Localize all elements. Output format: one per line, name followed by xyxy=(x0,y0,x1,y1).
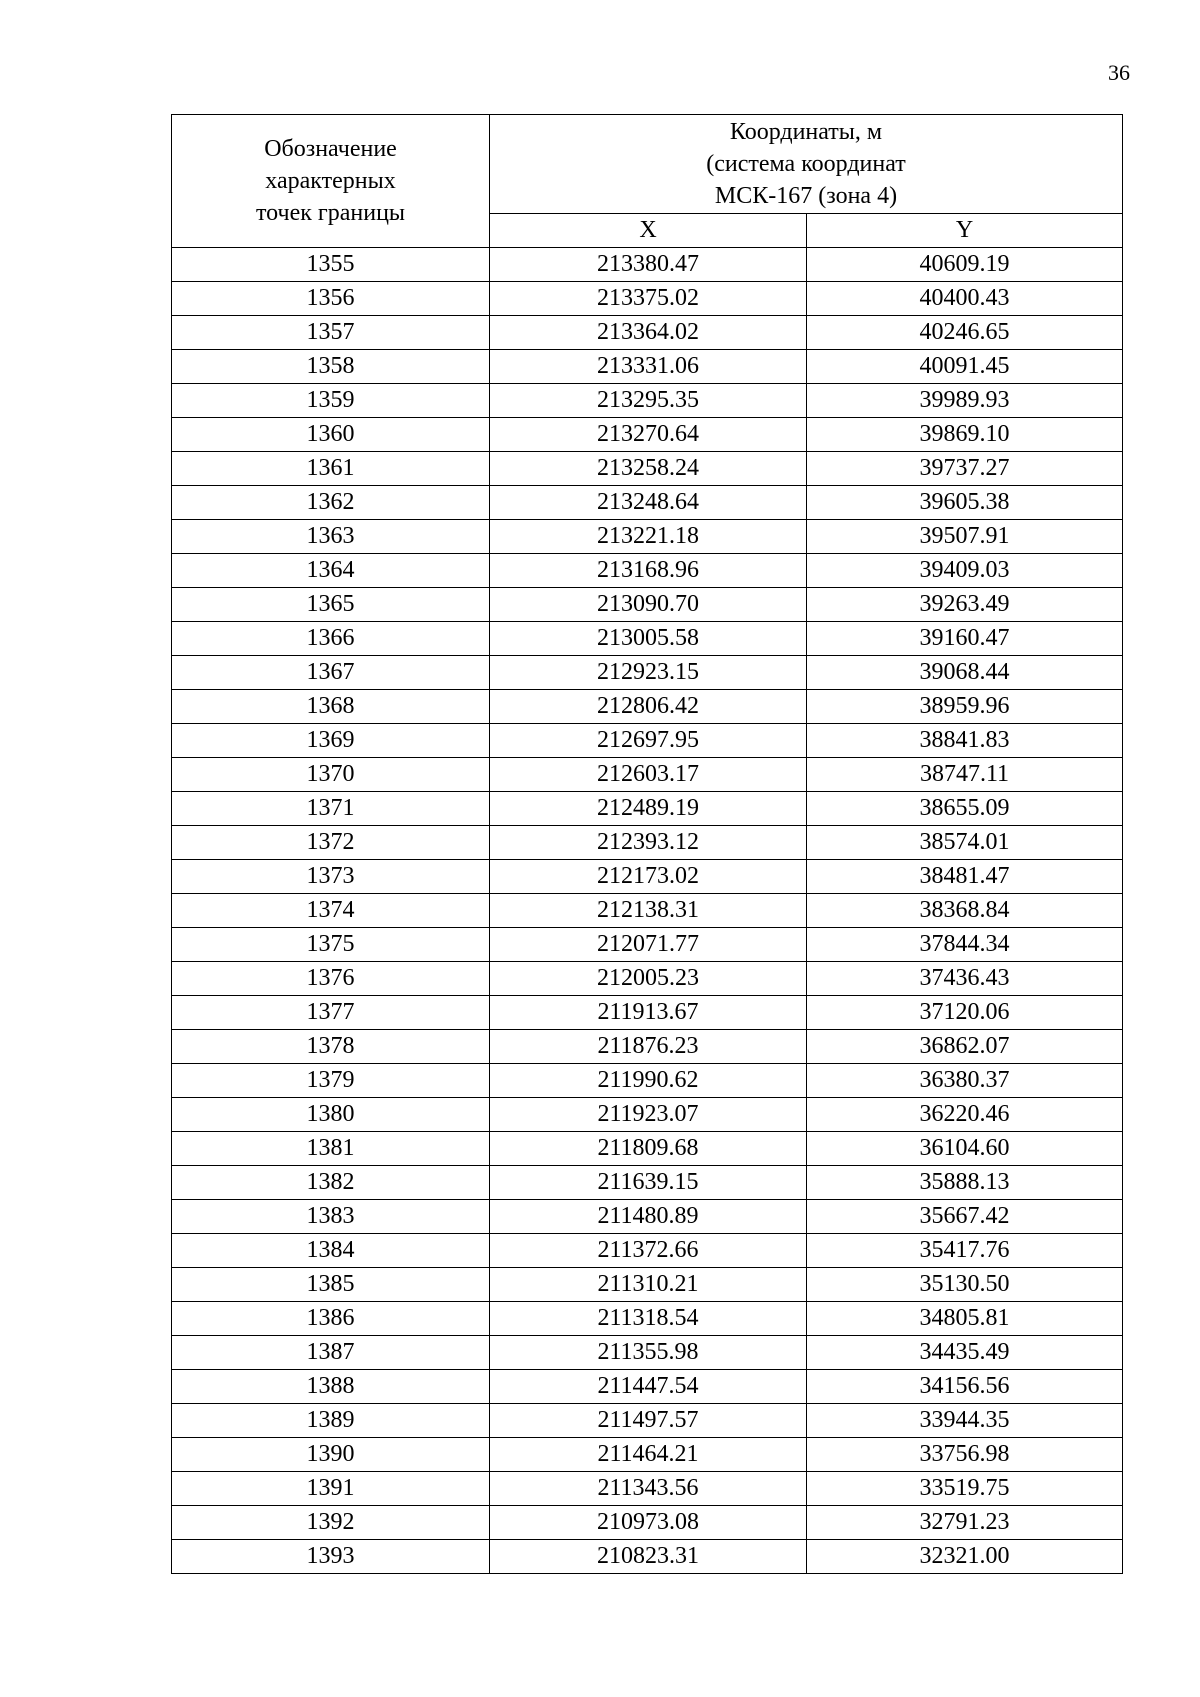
x-coordinate-cell: 213248.64 xyxy=(490,486,807,520)
y-coordinate-cell: 39869.10 xyxy=(807,418,1123,452)
table-row xyxy=(172,1200,1123,1234)
y-coordinate-cell: 39068.44 xyxy=(807,656,1123,690)
table-row xyxy=(172,1098,1123,1132)
y-coordinate-cell: 35417.76 xyxy=(807,1234,1123,1268)
point-id-cell: 1383 xyxy=(172,1200,490,1234)
table-row xyxy=(172,1540,1123,1574)
table-row xyxy=(172,452,1123,486)
table-row xyxy=(172,350,1123,384)
table-row xyxy=(172,962,1123,996)
y-coordinate-cell: 36104.60 xyxy=(807,1132,1123,1166)
header-row-main xyxy=(172,115,1123,214)
x-coordinate-cell: 212603.17 xyxy=(490,758,807,792)
x-coordinate-cell: 211310.21 xyxy=(490,1268,807,1302)
x-coordinate-cell: 212173.02 xyxy=(490,860,807,894)
x-coordinate-cell: 213221.18 xyxy=(490,520,807,554)
point-id-cell: 1387 xyxy=(172,1336,490,1370)
table-row xyxy=(172,724,1123,758)
x-coordinate-cell: 213380.47 xyxy=(490,248,807,282)
x-coordinate-cell: 212923.15 xyxy=(490,656,807,690)
y-coordinate-cell: 38655.09 xyxy=(807,792,1123,826)
table-row xyxy=(172,316,1123,350)
point-id-cell: 1375 xyxy=(172,928,490,962)
x-coordinate-cell: 212489.19 xyxy=(490,792,807,826)
coords-header-line: Координаты, м xyxy=(729,119,883,145)
x-coordinate-cell: 211639.15 xyxy=(490,1166,807,1200)
y-coordinate-cell: 40609.19 xyxy=(807,248,1123,282)
point-id-cell: 1360 xyxy=(172,418,490,452)
point-header-line: точек границы xyxy=(255,200,406,226)
x-coordinate-cell: 212806.42 xyxy=(490,690,807,724)
y-coordinate-cell: 35130.50 xyxy=(807,1268,1123,1302)
table-row xyxy=(172,282,1123,316)
coords-header-line: (система координат xyxy=(706,151,906,177)
x-coordinate-cell: 211480.89 xyxy=(490,1200,807,1234)
point-id-cell: 1378 xyxy=(172,1030,490,1064)
table-row xyxy=(172,588,1123,622)
point-id-cell: 1390 xyxy=(172,1438,490,1472)
table-row xyxy=(172,486,1123,520)
point-id-cell: 1357 xyxy=(172,316,490,350)
point-id-cell: 1393 xyxy=(172,1540,490,1574)
point-id-cell: 1362 xyxy=(172,486,490,520)
point-id-cell: 1367 xyxy=(172,656,490,690)
point-designation-header xyxy=(172,115,490,248)
table-row xyxy=(172,928,1123,962)
x-coordinate-cell: 213331.06 xyxy=(490,350,807,384)
y-coordinate-cell: 39160.47 xyxy=(807,622,1123,656)
table-row xyxy=(172,1472,1123,1506)
table-row xyxy=(172,1030,1123,1064)
table-row xyxy=(172,1064,1123,1098)
y-coordinate-cell: 32321.00 xyxy=(807,1540,1123,1574)
y-coordinate-cell: 36380.37 xyxy=(807,1064,1123,1098)
page-number: 36 xyxy=(1108,60,1130,85)
point-header-line: Обозначение xyxy=(264,136,397,162)
point-id-cell: 1392 xyxy=(172,1506,490,1540)
table-row xyxy=(172,418,1123,452)
table-row xyxy=(172,860,1123,894)
y-coordinate-cell: 39263.49 xyxy=(807,588,1123,622)
x-coordinate-cell: 211464.21 xyxy=(490,1438,807,1472)
x-coordinate-cell: 211809.68 xyxy=(490,1132,807,1166)
y-coordinate-cell: 33519.75 xyxy=(807,1472,1123,1506)
y-coordinate-cell: 39737.27 xyxy=(807,452,1123,486)
table-row xyxy=(172,1404,1123,1438)
point-id-cell: 1379 xyxy=(172,1064,490,1098)
table-row xyxy=(172,758,1123,792)
y-coordinate-cell: 38959.96 xyxy=(807,690,1123,724)
coordinates-table xyxy=(171,114,1123,1574)
point-id-cell: 1391 xyxy=(172,1472,490,1506)
point-id-cell: 1374 xyxy=(172,894,490,928)
y-coordinate-cell: 40400.43 xyxy=(807,282,1123,316)
x-coordinate-cell: 212071.77 xyxy=(490,928,807,962)
table-row xyxy=(172,1132,1123,1166)
x-coordinate-cell: 211876.23 xyxy=(490,1030,807,1064)
point-id-cell: 1372 xyxy=(172,826,490,860)
x-coordinate-cell: 212393.12 xyxy=(490,826,807,860)
x-coordinate-cell: 213168.96 xyxy=(490,554,807,588)
point-header-line: характерных xyxy=(265,168,396,194)
x-coordinate-cell: 211343.56 xyxy=(490,1472,807,1506)
y-column-header: Y xyxy=(807,214,1123,248)
y-coordinate-cell: 38574.01 xyxy=(807,826,1123,860)
table-row xyxy=(172,520,1123,554)
table-row xyxy=(172,1166,1123,1200)
point-id-cell: 1371 xyxy=(172,792,490,826)
y-coordinate-cell: 34805.81 xyxy=(807,1302,1123,1336)
point-id-cell: 1380 xyxy=(172,1098,490,1132)
point-id-cell: 1355 xyxy=(172,248,490,282)
y-coordinate-cell: 36220.46 xyxy=(807,1098,1123,1132)
y-coordinate-cell: 39989.93 xyxy=(807,384,1123,418)
point-id-cell: 1369 xyxy=(172,724,490,758)
y-coordinate-cell: 36862.07 xyxy=(807,1030,1123,1064)
point-id-cell: 1385 xyxy=(172,1268,490,1302)
y-coordinate-cell: 33756.98 xyxy=(807,1438,1123,1472)
point-id-cell: 1364 xyxy=(172,554,490,588)
table-row xyxy=(172,248,1123,282)
point-id-cell: 1373 xyxy=(172,860,490,894)
x-coordinate-cell: 213258.24 xyxy=(490,452,807,486)
y-coordinate-cell: 38841.83 xyxy=(807,724,1123,758)
x-coordinate-cell: 213005.58 xyxy=(490,622,807,656)
table-row xyxy=(172,996,1123,1030)
x-coordinate-cell: 210973.08 xyxy=(490,1506,807,1540)
y-coordinate-cell: 38481.47 xyxy=(807,860,1123,894)
x-coordinate-cell: 212697.95 xyxy=(490,724,807,758)
y-coordinate-cell: 35667.42 xyxy=(807,1200,1123,1234)
x-coordinate-cell: 211990.62 xyxy=(490,1064,807,1098)
x-coordinate-cell: 211497.57 xyxy=(490,1404,807,1438)
x-coordinate-cell: 212005.23 xyxy=(490,962,807,996)
x-coordinate-cell: 213375.02 xyxy=(490,282,807,316)
x-coordinate-cell: 211372.66 xyxy=(490,1234,807,1268)
table-row xyxy=(172,826,1123,860)
coordinates-header xyxy=(490,115,1123,214)
point-id-cell: 1370 xyxy=(172,758,490,792)
x-coordinate-cell: 210823.31 xyxy=(490,1540,807,1574)
y-coordinate-cell: 37436.43 xyxy=(807,962,1123,996)
x-coordinate-cell: 212138.31 xyxy=(490,894,807,928)
point-id-cell: 1356 xyxy=(172,282,490,316)
point-id-cell: 1377 xyxy=(172,996,490,1030)
table-body xyxy=(172,248,1123,1574)
x-column-header: X xyxy=(490,214,807,248)
table-row xyxy=(172,792,1123,826)
table-row xyxy=(172,690,1123,724)
table-row xyxy=(172,1234,1123,1268)
point-id-cell: 1389 xyxy=(172,1404,490,1438)
x-coordinate-cell: 211913.67 xyxy=(490,996,807,1030)
y-coordinate-cell: 33944.35 xyxy=(807,1404,1123,1438)
point-id-cell: 1376 xyxy=(172,962,490,996)
x-coordinate-cell: 211355.98 xyxy=(490,1336,807,1370)
point-id-cell: 1365 xyxy=(172,588,490,622)
y-coordinate-cell: 37844.34 xyxy=(807,928,1123,962)
x-coordinate-cell: 213364.02 xyxy=(490,316,807,350)
point-id-cell: 1359 xyxy=(172,384,490,418)
table-row xyxy=(172,1438,1123,1472)
point-id-cell: 1363 xyxy=(172,520,490,554)
table-row xyxy=(172,554,1123,588)
x-coordinate-cell: 211923.07 xyxy=(490,1098,807,1132)
table-row xyxy=(172,894,1123,928)
y-coordinate-cell: 39409.03 xyxy=(807,554,1123,588)
y-coordinate-cell: 39507.91 xyxy=(807,520,1123,554)
y-coordinate-cell: 34156.56 xyxy=(807,1370,1123,1404)
point-id-cell: 1388 xyxy=(172,1370,490,1404)
x-coordinate-cell: 213270.64 xyxy=(490,418,807,452)
x-coordinate-cell: 213090.70 xyxy=(490,588,807,622)
point-id-cell: 1384 xyxy=(172,1234,490,1268)
point-id-cell: 1386 xyxy=(172,1302,490,1336)
table-row xyxy=(172,656,1123,690)
table-row xyxy=(172,1336,1123,1370)
y-coordinate-cell: 40091.45 xyxy=(807,350,1123,384)
point-id-cell: 1358 xyxy=(172,350,490,384)
table-row xyxy=(172,384,1123,418)
table-row xyxy=(172,622,1123,656)
point-id-cell: 1368 xyxy=(172,690,490,724)
coords-header-line: МСК-167 (зона 4) xyxy=(714,183,898,209)
y-coordinate-cell: 40246.65 xyxy=(807,316,1123,350)
table-row xyxy=(172,1268,1123,1302)
y-coordinate-cell: 32791.23 xyxy=(807,1506,1123,1540)
point-id-cell: 1361 xyxy=(172,452,490,486)
table-header xyxy=(172,115,1123,248)
y-coordinate-cell: 38368.84 xyxy=(807,894,1123,928)
y-coordinate-cell: 38747.11 xyxy=(807,758,1123,792)
x-coordinate-cell: 211447.54 xyxy=(490,1370,807,1404)
table-row xyxy=(172,1302,1123,1336)
y-coordinate-cell: 37120.06 xyxy=(807,996,1123,1030)
y-coordinate-cell: 34435.49 xyxy=(807,1336,1123,1370)
point-id-cell: 1366 xyxy=(172,622,490,656)
x-coordinate-cell: 211318.54 xyxy=(490,1302,807,1336)
x-coordinate-cell: 213295.35 xyxy=(490,384,807,418)
y-coordinate-cell: 39605.38 xyxy=(807,486,1123,520)
table-row xyxy=(172,1506,1123,1540)
y-coordinate-cell: 35888.13 xyxy=(807,1166,1123,1200)
point-id-cell: 1381 xyxy=(172,1132,490,1166)
point-id-cell: 1382 xyxy=(172,1166,490,1200)
table-row xyxy=(172,1370,1123,1404)
